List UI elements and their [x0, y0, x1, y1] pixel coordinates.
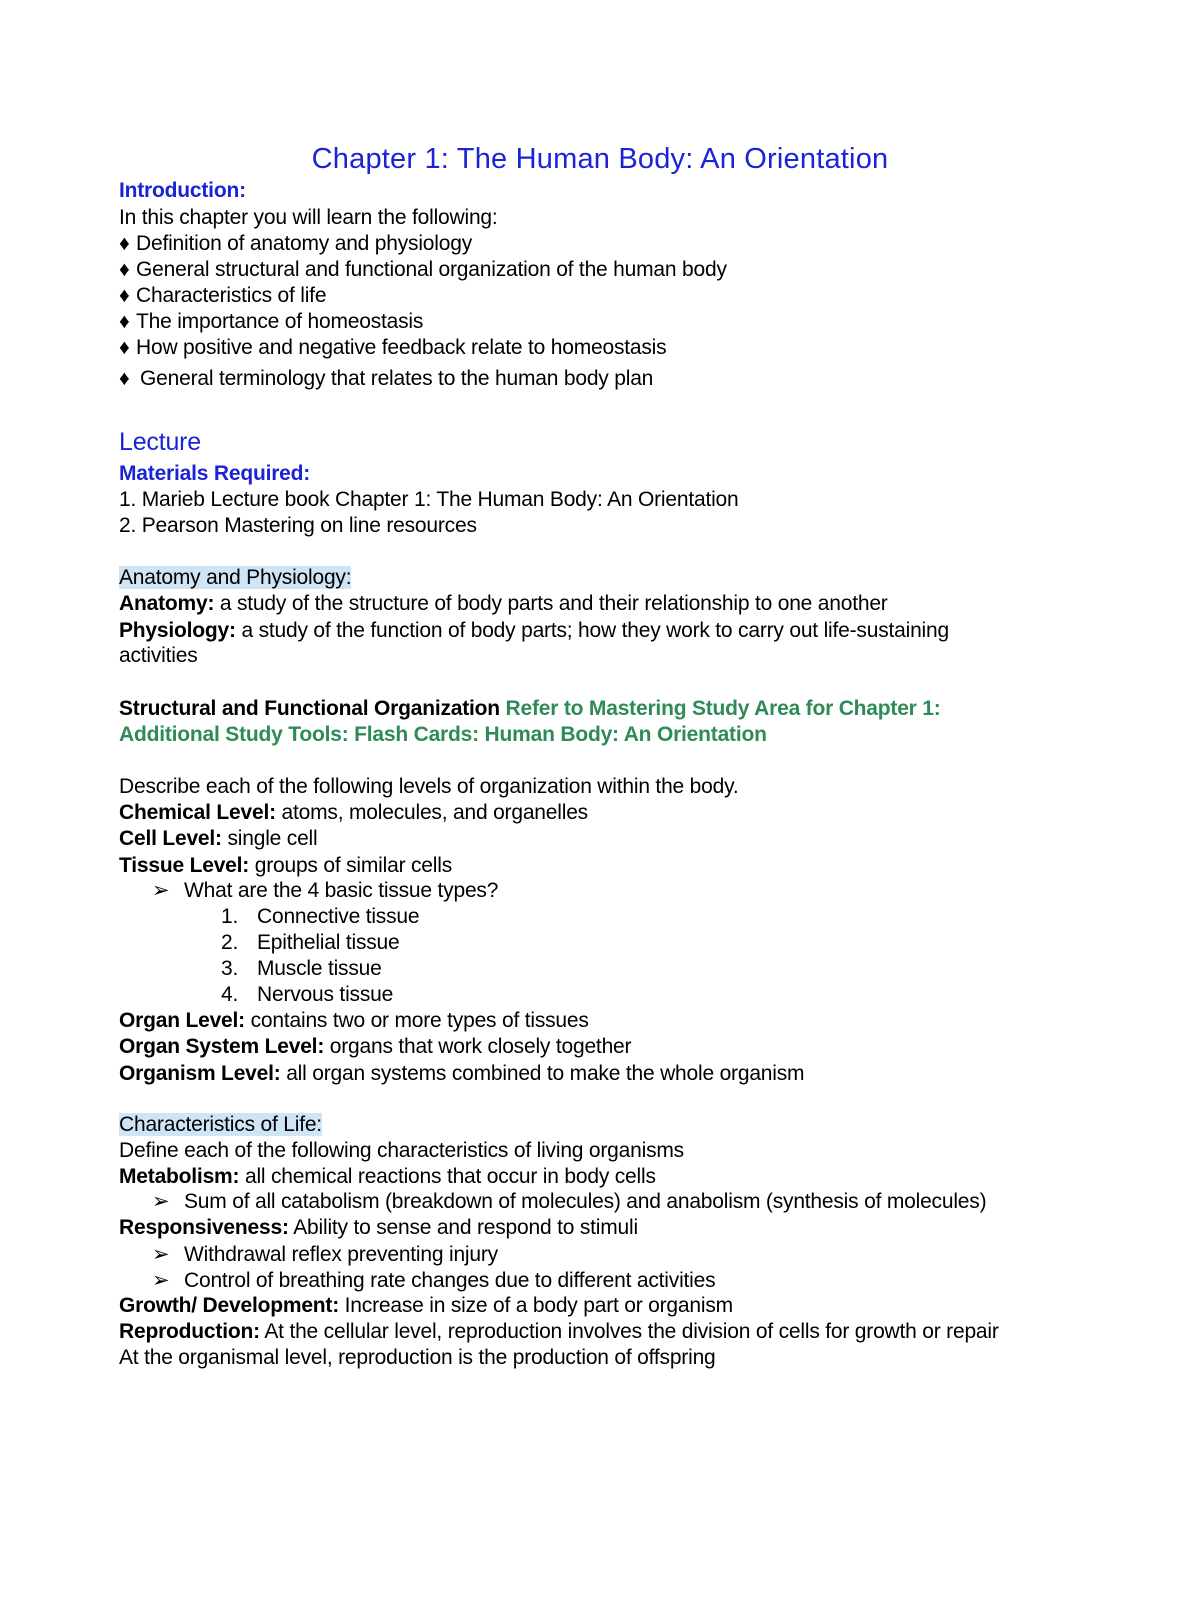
intro-bullet-text: General structural and functional organization of the human body — [136, 258, 727, 281]
term: Growth/ Development: — [119, 1294, 340, 1317]
intro-bullet — [119, 257, 727, 283]
organ-level — [119, 1008, 589, 1034]
intro-bullet — [119, 309, 423, 335]
definition: groups of similar cells — [249, 854, 453, 877]
term: Cell Level: — [119, 827, 222, 850]
term: Organism Level: — [119, 1062, 281, 1085]
item-number: 3. — [221, 957, 239, 980]
responsiveness — [119, 1215, 638, 1241]
reproduction-cont: At the organismal level, reproduction is the production of offspring — [119, 1346, 716, 1369]
definition: single cell — [221, 827, 318, 850]
term: Chemical Level: — [119, 801, 276, 824]
definition: organs that work closely together — [324, 1035, 632, 1058]
intro-bullet — [119, 366, 653, 392]
definition: Increase in size of a body part or organism — [339, 1294, 733, 1317]
definition: all organ systems combined to make the whole organism — [280, 1062, 805, 1085]
term: Anatomy: — [119, 592, 215, 615]
item-label: Nervous tissue — [257, 983, 394, 1006]
intro-heading: Introduction: — [119, 179, 246, 202]
life-lead: Define each of the following characteristics of living organisms — [119, 1139, 684, 1162]
intro-lead: In this chapter you will learn the following: — [119, 206, 498, 229]
sub-text: Sum of all catabolism (breakdown of molecules) and anabolism (synthesis of molecules) — [184, 1190, 987, 1213]
sub-text: Withdrawal reflex preventing injury — [184, 1243, 498, 1266]
term: Tissue Level: — [119, 854, 250, 877]
lecture-heading: Lecture — [119, 428, 201, 456]
sub-text: Control of breathing rate changes due to different activities — [184, 1269, 716, 1292]
intro-bullet-text: Characteristics of life — [136, 284, 327, 307]
highlighted-heading: Characteristics of Life: — [119, 1113, 322, 1136]
intro-bullet — [119, 335, 666, 361]
physiology-definition — [119, 618, 949, 644]
responsiveness-sub — [152, 1268, 715, 1294]
intro-bullet — [119, 283, 326, 309]
intro-bullet-text: Definition of anatomy and physiology — [136, 232, 473, 255]
structural-heading — [119, 696, 941, 722]
materials-item: 2. Pearson Mastering on line resources — [119, 514, 477, 537]
section-heading: Structural and Functional Organization — [119, 697, 500, 720]
refer-note-cont: Additional Study Tools: Flash Cards: Human Body: An Orientation — [119, 723, 767, 746]
definition: a study of the structure of body parts and their relationship to one another — [214, 592, 888, 615]
term: Metabolism: — [119, 1165, 240, 1188]
definition: all chemical reactions that occur in body cells — [239, 1165, 656, 1188]
highlighted-heading: Anatomy and Physiology: — [119, 566, 352, 589]
diamond-bullet-icon: ♦ — [119, 232, 130, 255]
intro-bullet-text: How positive and negative feedback relate to homeostasis — [136, 336, 667, 359]
definition: a study of the function of body parts; how they work to carry out life-sustaining — [235, 619, 949, 642]
diamond-bullet-icon: ♦ — [119, 284, 130, 307]
term: Reproduction: — [119, 1320, 260, 1343]
definition: At the cellular level, reproduction involves the division of cells for growth or repair — [259, 1320, 999, 1343]
item-label: Connective tissue — [257, 905, 420, 928]
item-label: Muscle tissue — [257, 957, 382, 980]
item-number: 2. — [221, 931, 239, 954]
materials-heading: Materials Required: — [119, 462, 311, 485]
tissue-type-item — [221, 956, 382, 982]
arrow-bullet-icon: ➢ — [152, 1243, 170, 1266]
definition: atoms, molecules, and organelles — [275, 801, 588, 824]
tissue-type-item — [221, 982, 393, 1008]
organ-system-level — [119, 1034, 631, 1060]
intro-bullet-text: The importance of homeostasis — [136, 310, 424, 333]
life-heading — [119, 1112, 322, 1138]
reproduction — [119, 1319, 999, 1345]
growth — [119, 1293, 733, 1319]
materials-item: 1. Marieb Lecture book Chapter 1: The Human Body: An Orientation — [119, 488, 739, 511]
item-number: 4. — [221, 983, 239, 1006]
definition: contains two or more types of tissues — [244, 1009, 589, 1032]
item-label: Epithelial tissue — [257, 931, 400, 954]
describe-prompt: Describe each of the following levels of organization within the body. — [119, 775, 739, 798]
diamond-bullet-icon: ♦ — [119, 310, 130, 333]
question-text: What are the 4 basic tissue types? — [184, 879, 499, 902]
arrow-bullet-icon: ➢ — [152, 879, 170, 902]
metabolism-sub — [152, 1189, 986, 1215]
anatomy-definition — [119, 591, 888, 617]
cell-level — [119, 826, 318, 852]
item-number: 1. — [221, 905, 239, 928]
arrow-bullet-icon: ➢ — [152, 1269, 170, 1292]
refer-note: Refer to Mastering Study Area for Chapter 1: — [499, 697, 941, 720]
tissue-type-item — [221, 904, 419, 930]
arrow-bullet-icon: ➢ — [152, 1190, 170, 1213]
organism-level — [119, 1061, 804, 1087]
tissue-question — [152, 878, 498, 904]
page-title: Chapter 1: The Human Body: An Orientation — [311, 143, 889, 175]
chemical-level — [119, 800, 588, 826]
definition: Ability to sense and respond to stimuli — [288, 1216, 638, 1239]
term: Physiology: — [119, 619, 236, 642]
responsiveness-sub — [152, 1242, 498, 1268]
physiology-definition-cont: activities — [119, 644, 198, 667]
diamond-bullet-icon: ♦ — [119, 367, 130, 390]
intro-bullet — [119, 231, 472, 257]
diamond-bullet-icon: ♦ — [119, 258, 130, 281]
term: Organ System Level: — [119, 1035, 325, 1058]
tissue-type-item — [221, 930, 400, 956]
metabolism — [119, 1164, 656, 1190]
term: Responsiveness: — [119, 1216, 289, 1239]
diamond-bullet-icon: ♦ — [119, 336, 130, 359]
term: Organ Level: — [119, 1009, 245, 1032]
intro-bullet-text: General terminology that relates to the human body plan — [140, 367, 654, 390]
anatomy-heading — [119, 565, 351, 591]
tissue-level — [119, 853, 452, 879]
